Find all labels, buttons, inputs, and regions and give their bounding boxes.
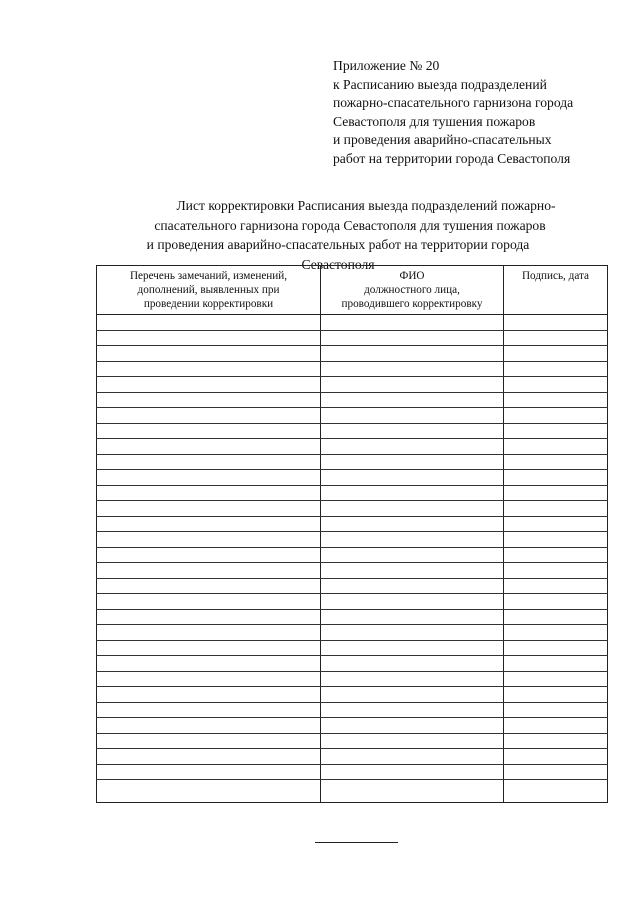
table-row — [97, 423, 608, 439]
cell-official-name[interactable] — [321, 671, 504, 687]
cell-remarks[interactable] — [97, 346, 321, 362]
cell-official-name[interactable] — [321, 315, 504, 331]
cell-remarks[interactable] — [97, 764, 321, 780]
cell-signature-date[interactable] — [504, 594, 608, 610]
correction-table — [96, 265, 608, 803]
cell-official-name[interactable] — [321, 454, 504, 470]
cell-remarks[interactable] — [97, 780, 321, 803]
table-row — [97, 671, 608, 687]
cell-official-name[interactable] — [321, 377, 504, 393]
cell-remarks[interactable] — [97, 485, 321, 501]
cell-signature-date[interactable] — [504, 656, 608, 672]
table-row — [97, 578, 608, 594]
cell-official-name[interactable] — [321, 702, 504, 718]
cell-remarks[interactable] — [97, 687, 321, 703]
cell-remarks[interactable] — [97, 625, 321, 641]
table-row — [97, 563, 608, 579]
cell-remarks[interactable] — [97, 470, 321, 486]
cell-remarks[interactable] — [97, 408, 321, 424]
cell-signature-date[interactable] — [504, 625, 608, 641]
cell-remarks[interactable] — [97, 532, 321, 548]
cell-signature-date[interactable] — [504, 377, 608, 393]
table-row — [97, 454, 608, 470]
cell-signature-date[interactable] — [504, 439, 608, 455]
table-row — [97, 625, 608, 641]
table-row — [97, 687, 608, 703]
cell-signature-date[interactable] — [504, 764, 608, 780]
document-title — [100, 196, 620, 274]
table-row — [97, 532, 608, 548]
cell-remarks[interactable] — [97, 671, 321, 687]
appendix-line: и проведения аварийно-спасательных — [333, 132, 552, 148]
table-row — [97, 346, 608, 362]
cell-signature-date[interactable] — [504, 609, 608, 625]
cell-remarks[interactable] — [97, 547, 321, 563]
cell-official-name[interactable] — [321, 346, 504, 362]
appendix-line: Севастополя для тушения пожаров — [333, 113, 536, 129]
cell-signature-date[interactable] — [504, 361, 608, 377]
table-row — [97, 780, 608, 803]
title-line: спасательного гарнизона города Севастополя для тушения пожаров — [154, 217, 546, 233]
cell-official-name[interactable] — [321, 547, 504, 563]
cell-remarks[interactable] — [97, 454, 321, 470]
cell-official-name[interactable] — [321, 532, 504, 548]
cell-official-name[interactable] — [321, 780, 504, 803]
cell-official-name[interactable] — [321, 578, 504, 594]
cell-signature-date[interactable] — [504, 501, 608, 517]
table-row — [97, 733, 608, 749]
table-row — [97, 718, 608, 734]
cell-remarks[interactable] — [97, 563, 321, 579]
cell-signature-date[interactable] — [504, 516, 608, 532]
table-row — [97, 594, 608, 610]
table-row — [97, 439, 608, 455]
cell-signature-date[interactable] — [504, 423, 608, 439]
cell-signature-date[interactable] — [504, 346, 608, 362]
cell-official-name[interactable] — [321, 749, 504, 765]
cell-signature-date[interactable] — [504, 578, 608, 594]
cell-official-name[interactable] — [321, 439, 504, 455]
table-row — [97, 749, 608, 765]
cell-remarks[interactable] — [97, 656, 321, 672]
table-row — [97, 516, 608, 532]
cell-official-name[interactable] — [321, 733, 504, 749]
cell-signature-date[interactable] — [504, 702, 608, 718]
cell-official-name[interactable] — [321, 408, 504, 424]
cell-official-name[interactable] — [321, 687, 504, 703]
table-header-row — [97, 266, 608, 315]
cell-signature-date[interactable] — [504, 718, 608, 734]
cell-signature-date[interactable] — [504, 671, 608, 687]
closing-rule — [315, 842, 398, 843]
cell-signature-date[interactable] — [504, 315, 608, 331]
column-header-official-name: ФИО должностного лица, проводившего корректировку — [321, 266, 504, 315]
table-row — [97, 547, 608, 563]
appendix-line: работ на территории города Севастополя — [333, 150, 571, 166]
cell-remarks[interactable] — [97, 594, 321, 610]
cell-remarks[interactable] — [97, 439, 321, 455]
cell-signature-date[interactable] — [504, 392, 608, 408]
cell-signature-date[interactable] — [504, 749, 608, 765]
cell-official-name[interactable] — [321, 625, 504, 641]
cell-official-name[interactable] — [321, 718, 504, 734]
table-row — [97, 392, 608, 408]
cell-remarks[interactable] — [97, 315, 321, 331]
cell-remarks[interactable] — [97, 423, 321, 439]
appendix-number: Приложение № 20 — [333, 58, 440, 73]
cell-remarks[interactable] — [97, 330, 321, 346]
cell-official-name[interactable] — [321, 361, 504, 377]
table-body — [97, 315, 608, 803]
title-line: и проведения аварийно-спасательных работ на территории города — [146, 237, 530, 253]
cell-remarks[interactable] — [97, 640, 321, 656]
cell-remarks[interactable] — [97, 702, 321, 718]
cell-remarks[interactable] — [97, 718, 321, 734]
appendix-line: к Расписанию выезда подразделений — [333, 76, 547, 92]
title-line: Лист корректировки Расписания выезда подразделений пожарно- — [176, 198, 556, 213]
table-row — [97, 640, 608, 656]
cell-official-name[interactable] — [321, 594, 504, 610]
cell-remarks[interactable] — [97, 516, 321, 532]
table-row — [97, 470, 608, 486]
cell-official-name[interactable] — [321, 563, 504, 579]
cell-signature-date[interactable] — [504, 408, 608, 424]
table-row — [97, 485, 608, 501]
cell-remarks[interactable] — [97, 361, 321, 377]
cell-official-name[interactable] — [321, 485, 504, 501]
table-row — [97, 609, 608, 625]
cell-signature-date[interactable] — [504, 454, 608, 470]
cell-remarks[interactable] — [97, 733, 321, 749]
table-row — [97, 656, 608, 672]
cell-signature-date[interactable] — [504, 563, 608, 579]
cell-official-name[interactable] — [321, 609, 504, 625]
table-row — [97, 330, 608, 346]
cell-official-name[interactable] — [321, 330, 504, 346]
title-line: Севастополя — [301, 256, 375, 272]
column-header-signature-date: Подпись, дата — [504, 266, 608, 315]
cell-signature-date[interactable] — [504, 485, 608, 501]
cell-official-name[interactable] — [321, 423, 504, 439]
appendix-line: пожарно-спасательного гарнизона города — [333, 95, 574, 111]
cell-official-name[interactable] — [321, 470, 504, 486]
table-row — [97, 315, 608, 331]
cell-signature-date[interactable] — [504, 470, 608, 486]
cell-signature-date[interactable] — [504, 330, 608, 346]
appendix-note — [333, 57, 623, 169]
cell-official-name[interactable] — [321, 516, 504, 532]
cell-remarks[interactable] — [97, 377, 321, 393]
cell-signature-date[interactable] — [504, 780, 608, 803]
cell-remarks[interactable] — [97, 609, 321, 625]
cell-signature-date[interactable] — [504, 547, 608, 563]
table-row — [97, 764, 608, 780]
cell-signature-date[interactable] — [504, 640, 608, 656]
cell-official-name[interactable] — [321, 656, 504, 672]
cell-remarks[interactable] — [97, 578, 321, 594]
cell-official-name[interactable] — [321, 392, 504, 408]
table-row — [97, 702, 608, 718]
table-row — [97, 408, 608, 424]
cell-signature-date[interactable] — [504, 687, 608, 703]
table-row — [97, 361, 608, 377]
table-row — [97, 501, 608, 517]
table-row — [97, 377, 608, 393]
cell-remarks[interactable] — [97, 392, 321, 408]
column-header-remarks: Перечень замечаний, изменений, дополнений, выявленных при проведении корректировки — [97, 266, 321, 315]
cell-remarks[interactable] — [97, 749, 321, 765]
cell-signature-date[interactable] — [504, 532, 608, 548]
cell-official-name[interactable] — [321, 764, 504, 780]
cell-signature-date[interactable] — [504, 733, 608, 749]
cell-official-name[interactable] — [321, 640, 504, 656]
cell-remarks[interactable] — [97, 501, 321, 517]
cell-official-name[interactable] — [321, 501, 504, 517]
